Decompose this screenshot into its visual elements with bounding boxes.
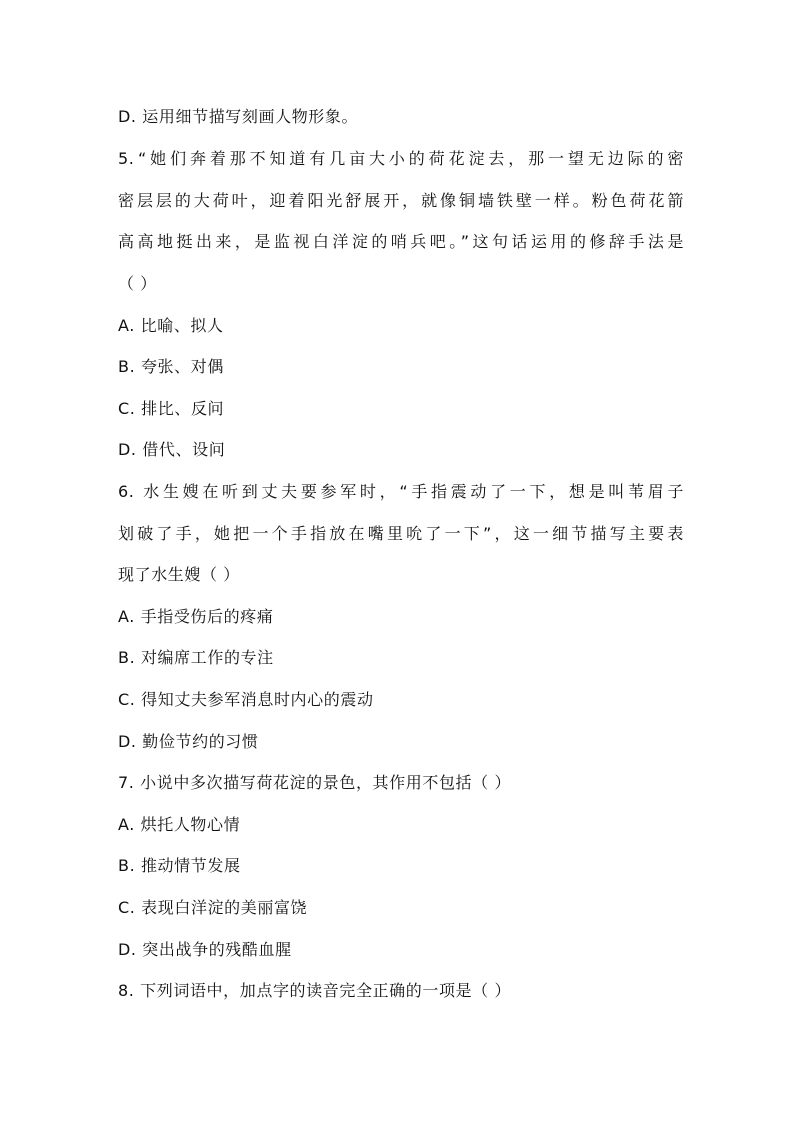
- q7-option-b: B. 推动情节发展: [118, 856, 241, 875]
- q5-stem-line-3: 高高地挺出来，是监视白洋淀的哨兵吧。”这句话运用的修辞手法是: [118, 232, 684, 251]
- q6-option-c: C. 得知丈夫参军消息时内心的震动: [118, 690, 374, 709]
- q5-stem-text-1: “她们奔着那不知道有几亩大小的荷花淀去，那一望无边际的密: [138, 149, 684, 168]
- q5-answer-blank: （ ）: [118, 274, 157, 293]
- q5-stem-line-1: [118, 149, 684, 169]
- q5-stem-line-2: 密层层的大荷叶，迎着阳光舒展开，就像铜墙铁壁一样。粉色荷花箭: [118, 191, 684, 210]
- q7-option-a: A. 烘托人物心情: [118, 815, 241, 834]
- q7-option-d: D. 突出战争的残酷血腥: [118, 940, 292, 959]
- q5-number: 5.: [118, 149, 135, 168]
- q5-option-a: A. 比喻、拟人: [118, 316, 224, 335]
- q6-option-d: D. 勤俭节约的习惯: [118, 732, 259, 751]
- q6-stem-line-3: 现了水生嫂（ ）: [118, 565, 240, 584]
- q6-stem-line-2: 划破了手，她把一个手指放在嘴里吮了一下”，这一细节描写主要表: [118, 524, 684, 543]
- q4-option-d: D. 运用细节描写刻画人物形象。: [118, 107, 359, 126]
- q5-option-b: B. 夸张、对偶: [118, 357, 224, 376]
- q7-option-c: C. 表现白洋淀的美丽富饶: [118, 898, 308, 917]
- q6-stem-line-1: 6. 水生嫂在听到丈夫要参军时，“手指震动了一下，想是叫苇眉子: [118, 482, 684, 501]
- q8-stem: 8. 下列词语中，加点字的读音完全正确的一项是（ ）: [118, 981, 512, 1000]
- q5-option-c: C. 排比、反问: [118, 399, 225, 418]
- q5-option-d: D. 借代、设问: [118, 440, 226, 459]
- q6-option-b: B. 对编席工作的专注: [118, 648, 274, 667]
- q7-stem: 7. 小说中多次描写荷花淀的景色，其作用不包括（ ）: [118, 773, 512, 792]
- q6-option-a: A. 手指受伤后的疼痛: [118, 607, 274, 626]
